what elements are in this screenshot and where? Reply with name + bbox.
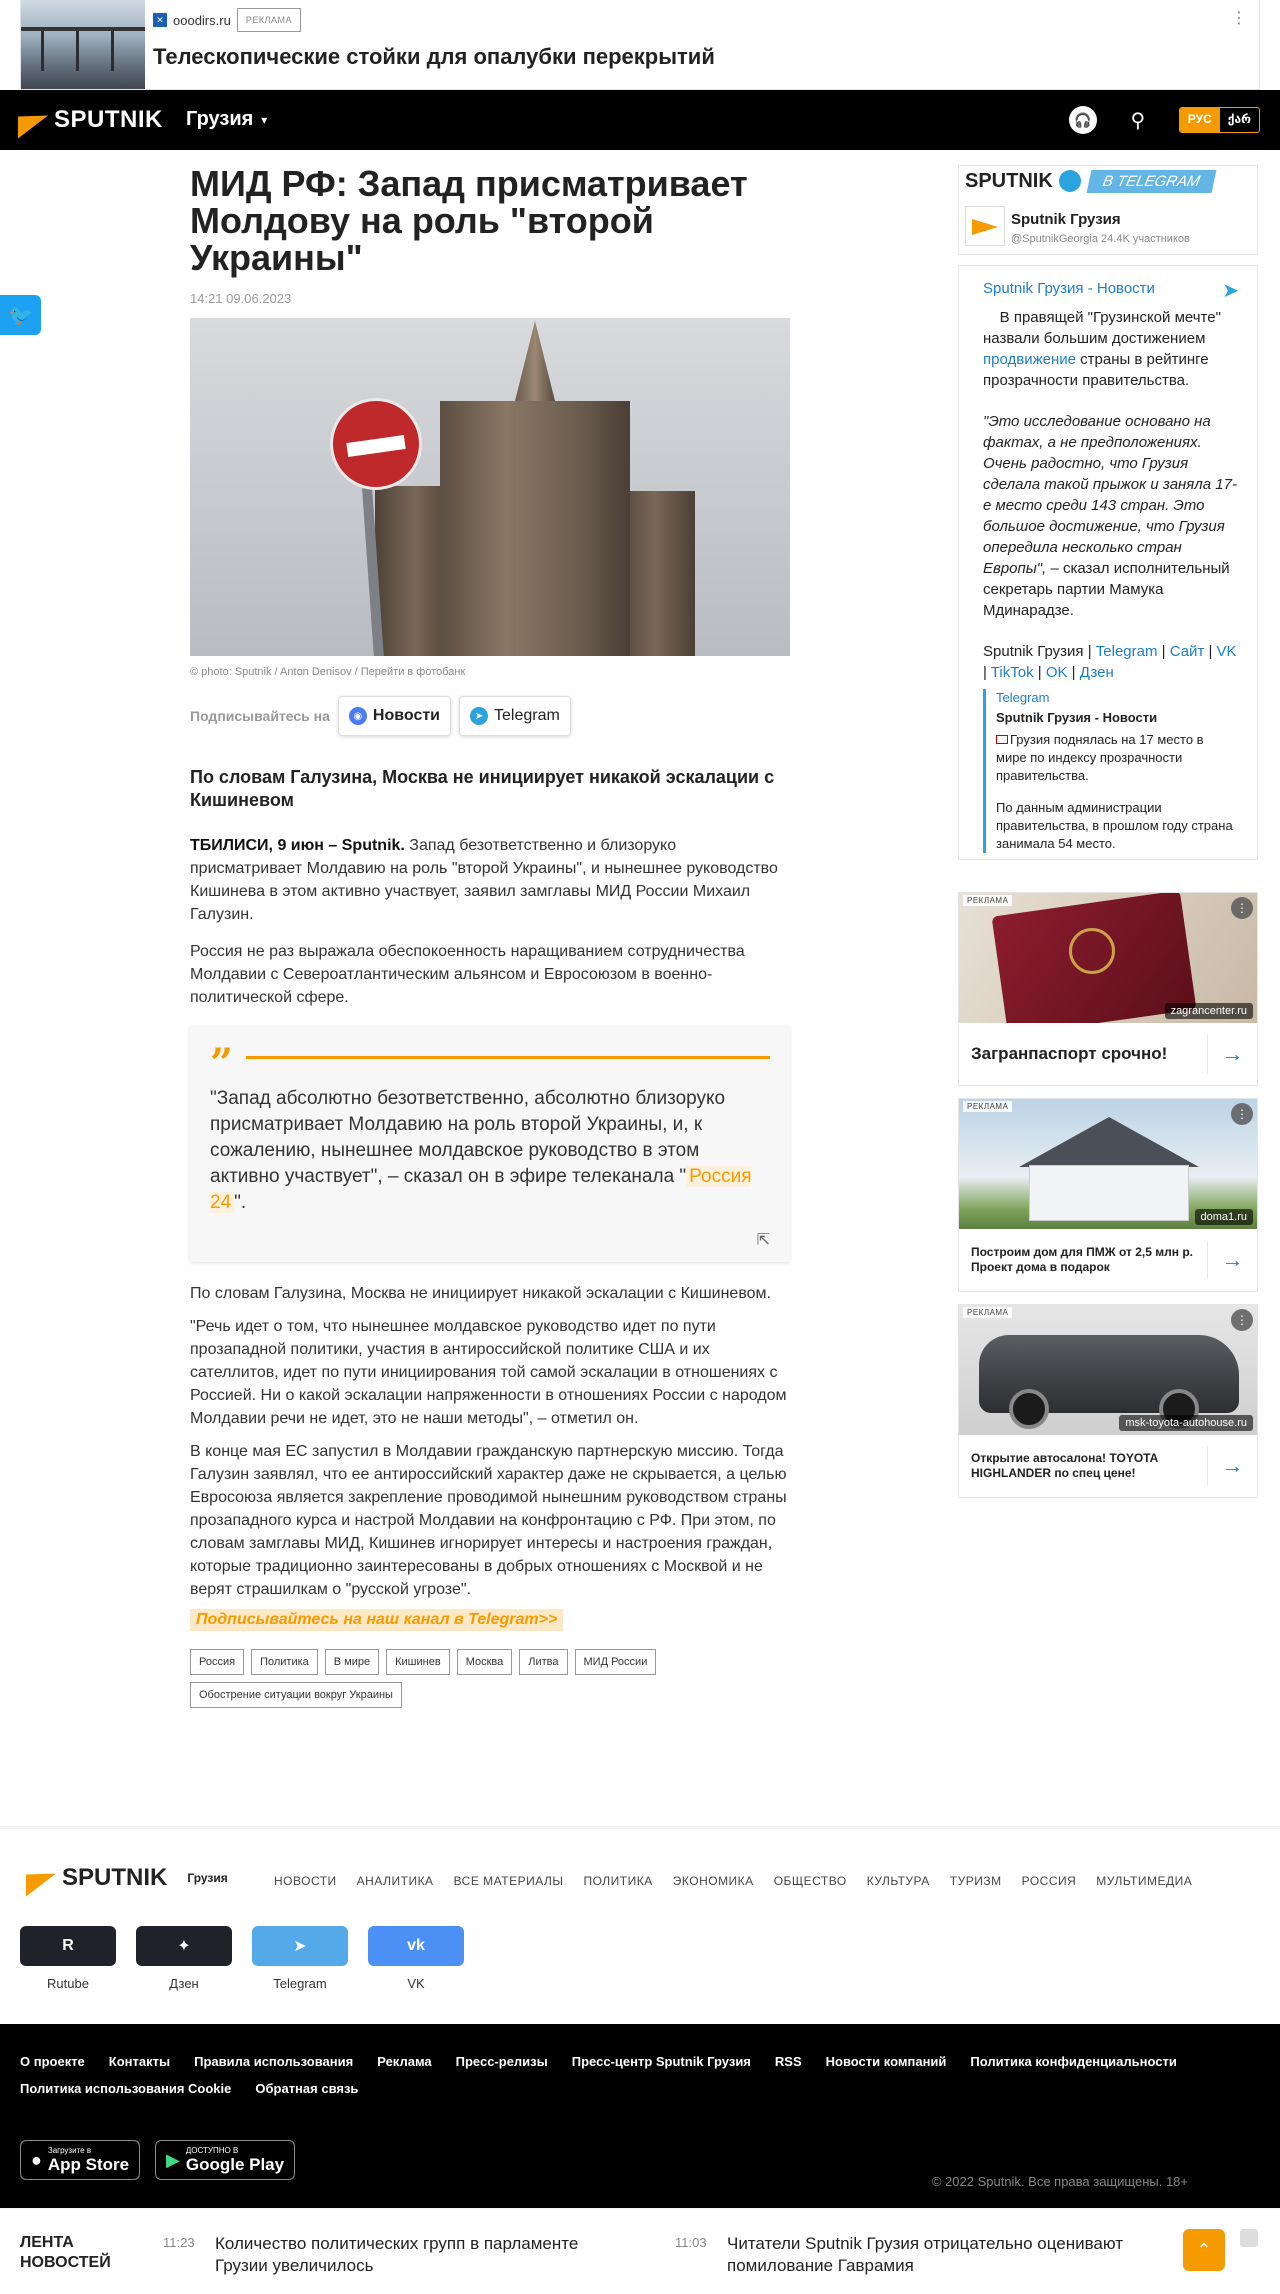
feed-link-site[interactable]: Сайт — [1169, 643, 1205, 660]
footer-link[interactable]: Пресс-центр Sputnik Грузия — [571, 2054, 751, 2069]
feed-links: Sputnik Грузия | Telegram | Сайт | VK | TikTok | OK | Дзен — [983, 643, 1237, 681]
ad-image[interactable]: РЕКЛАМА ⋮ doma1.ru — [959, 1099, 1257, 1229]
photo-credit[interactable]: © photo: Sputnik / Anton Denisov / Перейти в фотобанк — [190, 666, 466, 678]
car-wheel — [1009, 1389, 1049, 1429]
feed-link-dzen[interactable]: Дзен — [1079, 664, 1114, 681]
quote-link[interactable]: Россия 24 — [210, 1166, 752, 1213]
news-icon: ◉ — [349, 707, 367, 725]
footer-links-block — [0, 2024, 1280, 2208]
tag[interactable]: В мире — [325, 1649, 379, 1675]
copyright: © 2022 Sputnik. Все права защищены. 18+ — [931, 2174, 1188, 2189]
logo-mark-icon — [18, 107, 48, 133]
article-quote — [190, 1026, 790, 1262]
minimize-ticker-button[interactable] — [1240, 2229, 1258, 2247]
channel-avatar — [965, 206, 1005, 246]
footer-link[interactable]: Пресс-релизы — [455, 2054, 548, 2069]
footer-link[interactable]: Реклама — [377, 2054, 432, 2069]
photo-no-entry-sign — [330, 398, 422, 490]
house-roof — [1019, 1117, 1199, 1167]
footer-nav-item[interactable]: МУЛЬТИМЕДИА — [1096, 1874, 1193, 1888]
footer-nav-item[interactable]: РОССИЯ — [1021, 1874, 1077, 1888]
region-selector[interactable]: Грузия ▾ — [186, 108, 268, 130]
search-icon[interactable]: ⚲ — [1130, 109, 1146, 132]
feed-link-tiktok[interactable]: TikTok — [990, 664, 1034, 681]
tag[interactable]: Обострение ситуации вокруг Украины — [190, 1682, 402, 1708]
subscribe-news-button[interactable]: ◉ Новости — [338, 696, 451, 736]
ad-thumbnail[interactable] — [21, 0, 145, 89]
article-paragraph: В конце мая ЕС запустил в Молдавии гражданскую партнерскую миссию. Тогда Галузин заявлял, что ее антироссийский характер даже не скрывается, а целью Евросоюза является закрепление проводимой нынешним руководством страны прозападного курса и настрой Молдавии на конфронтацию с РФ. При этом, по словам замглавы МИД, Кишинев игнорирует интересы и настроения граждан, которые традиционно заинтересованы в добрых отношениях с Москвой и не верят страшилкам о "русской угрозе". — [190, 1443, 787, 1598]
app-store-button[interactable]: ● Загрузите в App Store — [20, 2140, 140, 2180]
footer-link[interactable]: Обратная связь — [255, 2081, 359, 2096]
telegram-icon[interactable]: ➤ — [1222, 280, 1239, 302]
footer-social — [20, 1926, 464, 1991]
arrow-right-icon[interactable]: → — [1207, 1447, 1257, 1485]
feed-link[interactable]: продвижение — [983, 351, 1076, 368]
ticker-item[interactable]: 11:03 Читатели Sputnik Грузия отрицательно оценивают помилование Гаврамия — [675, 2234, 1124, 2275]
tag[interactable]: МИД России — [575, 1649, 657, 1675]
footer-nav-item[interactable]: ЭКОНОМИКА — [672, 1874, 754, 1888]
feed-link-ok[interactable]: OK — [1045, 664, 1068, 681]
footer-link[interactable]: RSS — [774, 2054, 802, 2069]
footer-nav-item[interactable]: КУЛЬТУРА — [866, 1874, 930, 1888]
radio-icon[interactable]: 🎧 — [1069, 106, 1097, 134]
footer-nav-item[interactable]: ТУРИЗМ — [949, 1874, 1002, 1888]
quote-mark-icon: ” — [210, 1040, 234, 1087]
ad-menu-icon[interactable]: ⋮ — [1231, 897, 1253, 919]
footer-link[interactable]: Правила использования — [194, 2054, 354, 2069]
channel-count: @SputnikGeorgia 24.4K участников — [1011, 233, 1190, 245]
feed-quote: "Это исследование основано на фактах, а не предположениях. Очень радостно, что Грузия сделала такой прыжок и заняла 17-е место среди 143 стран. Это большое достижение, что Грузия опередила несколько стран Европы", – сказал исполнительный секретарь партии Мамука Мдинарадзе. — [983, 413, 1237, 619]
tag[interactable]: Россия — [190, 1649, 244, 1675]
lang-ka[interactable]: ქარ — [1227, 112, 1251, 126]
apple-icon: ● — [31, 2149, 42, 2170]
tag[interactable]: Москва — [457, 1649, 513, 1675]
ad-title[interactable]: Построим дом для ПМЖ от 2,5 млн р. Проект дома в подарок — [971, 1245, 1193, 1274]
social-dzen[interactable]: ✦ Дзен — [136, 1926, 232, 1991]
telegram-icon: ➤ — [252, 1926, 348, 1966]
ad-image[interactable]: РЕКЛАМА ⋮ zagrancenter.ru — [959, 893, 1257, 1023]
sidebar-ad[interactable] — [958, 1098, 1258, 1292]
ticker-label[interactable]: ЛЕНТА НОВОСТЕЙ — [20, 2234, 111, 2271]
google-play-icon: ▶ — [166, 2149, 180, 2170]
twitter-icon: 🐦 — [8, 304, 33, 327]
rutube-icon: R — [20, 1926, 116, 1966]
social-telegram[interactable]: ➤ Telegram — [252, 1926, 348, 1991]
footer-nav — [0, 1858, 1280, 1908]
sputnik-logo[interactable]: SPUTNIK — [18, 106, 163, 134]
ad-title[interactable]: Открытие автосалона! TOYOTA HIGHLANDER по спец цене! — [971, 1451, 1158, 1480]
social-vk[interactable]: vk VK — [368, 1926, 464, 1991]
passport-emblem-icon — [1069, 928, 1115, 974]
twitter-share-button[interactable] — [0, 295, 41, 335]
share-icon[interactable]: ⇱ — [756, 1232, 770, 1249]
feed-text: В правящей "Грузинской мечте" назвали большим достижением продвижение страны в рейтинге прозрачности правительства. — [983, 309, 1221, 389]
footer-divider — [0, 1826, 1280, 1829]
telegram-feed — [958, 265, 1258, 860]
scroll-up-button[interactable]: ⌃ — [1183, 2229, 1225, 2271]
article-title: МИД РФ: Запад присматривает Молдову на роль "второй Украины" — [190, 163, 748, 278]
ad-image[interactable]: РЕКЛАМА ⋮ msk-toyota-autohouse.ru — [959, 1305, 1257, 1435]
arrow-right-icon[interactable]: → — [1207, 1241, 1257, 1279]
lang-ru[interactable]: РУС — [1180, 108, 1220, 132]
arrow-right-icon[interactable]: → — [1207, 1035, 1257, 1073]
article-paragraph: ТБИЛИСИ, 9 июн – Sputnik. Запад безответственно и близоруко присматривает Молдавию на роль "второй Украины", и нынешнее руководство Кишинева в этом активно участвует, заявил замглавы МИД России Михаил Галузин. — [190, 837, 778, 923]
dzen-icon: ✦ — [136, 1926, 232, 1966]
logo-mark-icon — [26, 1865, 56, 1891]
ad-title[interactable]: Загранпаспорт срочно! — [971, 1044, 1168, 1063]
footer-link[interactable]: Новости компаний — [825, 2054, 947, 2069]
footer-nav-item[interactable]: ОБЩЕСТВО — [773, 1874, 847, 1888]
subscribe-telegram-button[interactable]: ➤ Telegram — [459, 696, 571, 736]
subscribe-bar: Подписывайтесь на ◉ Новости ➤ Telegram — [190, 696, 790, 736]
footer-nav-item[interactable]: НОВОСТИ — [274, 1874, 337, 1888]
article-paragraph: Россия не раз выражала обеспокоенность наращиванием сотрудничества Молдавии с Североатлантическим альянсом и Евросоюзом в военно-политической сфере. — [190, 943, 745, 1006]
site-header — [0, 90, 1280, 150]
language-switcher[interactable] — [1179, 107, 1260, 133]
ad-menu-icon[interactable]: ⋮ — [1231, 10, 1247, 27]
telegram-widget[interactable]: SPUTNIK В TELEGRAM Sputnik Грузия @SputnikGeorgia 24.4K участников — [958, 165, 1258, 255]
ad-favicon-icon: ✕ — [153, 13, 167, 27]
news-ticker — [0, 2208, 1280, 2294]
footer-link[interactable]: Политика конфиденциальности — [970, 2054, 1177, 2069]
footer-link[interactable]: О проекте — [20, 2054, 85, 2069]
footer-nav-item[interactable]: ПОЛИТИКА — [583, 1874, 653, 1888]
chevron-down-icon: ▾ — [261, 112, 268, 127]
article-tags — [190, 1649, 790, 1708]
article-lead: По словам Галузина, Москва не инициирует никакой эскалации с Кишиневом — [190, 767, 775, 810]
feed-link-telegram[interactable]: Telegram — [1095, 643, 1158, 660]
footer-link[interactable]: Политика использования Cookie — [20, 2081, 232, 2096]
ticker-item[interactable]: 11:23 Количество политических групп в парламенте Грузии увеличилось — [163, 2234, 579, 2275]
google-play-button[interactable]: ▶ ДОСТУПНО В Google Play — [155, 2140, 295, 2180]
article-date: 14:21 09.06.2023 — [190, 291, 292, 306]
georgia-flag-icon — [996, 735, 1008, 744]
article-paragraph: По словам Галузина, Москва не инициирует никакой эскалации с Кишиневом. — [190, 1285, 771, 1302]
sidebar-ad[interactable] — [958, 892, 1258, 1086]
ad-menu-icon[interactable]: ⋮ — [1231, 1309, 1253, 1331]
article-paragraph: "Речь идет о том, что нынешнее молдавское руководство идет по пути прозападной политики, участия в антироссийской политике США и их сателлитов, идет по пути инициирования той самой эскалации в отношениях с Россией. Ни о какой эскалации напряженности в отношениях России с народом Молдавии речи не идет, это не наши методы", – отметил он. — [190, 1318, 787, 1427]
telegram-subscribe-link[interactable]: Подписывайтесь на наш канал в Telegram>> — [190, 1609, 563, 1631]
channel-name: Sputnik Грузия — [1011, 211, 1121, 228]
quote-text: "Запад абсолютно безответственно, абсолютно близоруко присматривает Молдавию на роль второй Украины, и, к сожалению, нынешнее молдавское руководство в этом активно участвует", – сказал он в эфире телеканала " Россия 24 ". — [210, 1088, 752, 1213]
footer-nav-item[interactable]: ВСЕ МАТЕРИАЛЫ — [453, 1874, 564, 1888]
ad-source: ✕ ooodirs.ru РЕКЛАМА — [153, 8, 301, 32]
telegram-icon: ➤ — [470, 707, 488, 725]
footer-nav-item[interactable]: АНАЛИТИКА — [356, 1874, 434, 1888]
feed-title[interactable]: Sputnik Грузия - Новости — [983, 280, 1155, 297]
telegram-icon — [1059, 170, 1081, 192]
tag[interactable]: Кишинев — [386, 1649, 450, 1675]
ad-menu-icon[interactable]: ⋮ — [1231, 1103, 1253, 1125]
footer-logo[interactable]: SPUTNIK Грузия — [26, 1864, 228, 1892]
photo-building-spire — [515, 321, 555, 401]
ad-title[interactable]: Телескопические стойки для опалубки перекрытий — [153, 44, 715, 69]
social-rutube[interactable]: R Rutube — [20, 1926, 116, 1991]
footer-link[interactable]: Контакты — [108, 2054, 171, 2069]
sidebar-ad[interactable] — [958, 1304, 1258, 1498]
top-ad-banner[interactable] — [20, 0, 1260, 90]
sidebar — [958, 165, 1258, 1498]
vk-icon: vk — [368, 1926, 464, 1966]
house-body — [1029, 1165, 1189, 1221]
tag[interactable]: Литва — [519, 1649, 567, 1675]
feed-link-vk[interactable]: VK — [1216, 643, 1237, 660]
article-photo[interactable] — [190, 318, 790, 656]
photo-building-tower — [440, 401, 630, 656]
tag[interactable]: Политика — [251, 1649, 318, 1675]
quote-divider — [246, 1056, 770, 1059]
feed-embedded-post[interactable]: Telegram Sputnik Грузия - Новости Грузия поднялась на 17 место в мире по индексу прозрачности правительства. По данным администрации правительства, в прошлом году страна занимала 54 место. — [983, 689, 1237, 853]
article — [190, 165, 790, 1708]
